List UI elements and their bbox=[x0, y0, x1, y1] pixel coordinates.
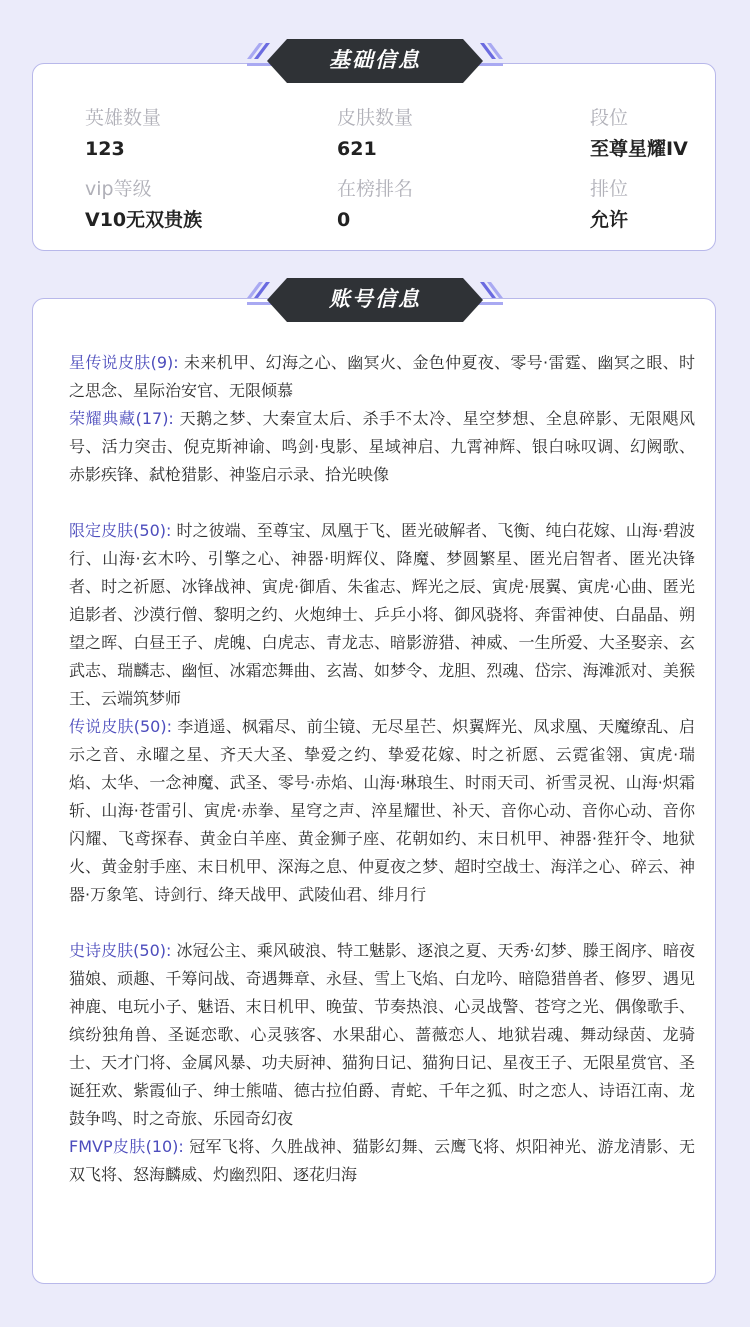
stat-label: 排位 bbox=[590, 178, 629, 200]
category-items: 时之彼端、至尊宝、凤凰于飞、匿光破解者、飞衡、纯白花嫁、山海·碧波行、山海·玄木吟、引擎之心、神器·明辉仪、降魔、梦圆繁星、匿光启智者、匿光决锋者、时之祈愿、冰锋战神、寅虎·御盾、朱雀志、辉光之辰、寅虎·展翼、寅虎·心曲、匿光追影者、沙漠行僧、黎明之约、火炮绅士、乒乒小将、御风骁将、奔雷神使、白晶晶、朔望之晖、白昼王子、虎魄、白虎志、青龙志、暗影游猎、神威、一生所爱、大圣娶亲、玄武志、瑞麟志、幽恒、冰霜恋舞曲、玄嵩、如梦令、龙胆、烈魂、岱宗、海滩派对、美猴王、云端筑梦师 bbox=[69, 521, 695, 708]
skin-category-star-legend bbox=[69, 349, 695, 405]
category-items: 未来机甲、幻海之心、幽冥火、金色仲夏夜、零号·雷霆、幽冥之眼、时之思念、星际治安官、无限倾慕 bbox=[69, 353, 695, 400]
stat-label: 皮肤数量 bbox=[337, 107, 414, 129]
skin-category-fmvp bbox=[69, 1133, 695, 1189]
category-title: FMVP皮肤(10): bbox=[69, 1137, 190, 1156]
skin-category-legend bbox=[69, 713, 695, 909]
stat-skin-count bbox=[337, 106, 413, 161]
category-title: 荣耀典藏(17): bbox=[69, 409, 180, 428]
spacer bbox=[69, 909, 695, 937]
skin-category-limited bbox=[69, 517, 695, 713]
stat-value: 621 bbox=[337, 138, 377, 160]
stat-rank-tier bbox=[590, 106, 688, 161]
category-title: 星传说皮肤(9): bbox=[69, 353, 185, 372]
stat-label: 段位 bbox=[590, 107, 629, 129]
stat-hero-count bbox=[85, 106, 161, 161]
category-items: 李逍遥、枫霜尽、前尘镜、无尽星芒、炽翼辉光、凤求凰、天魔缭乱、启示之音、永曜之星、齐天大圣、挚爱之约、挚爱花嫁、时之祈愿、云霓雀翎、寅虎·瑞焰、太华、一念神魔、武圣、零号·赤焰、山海·琳琅生、时雨天司、祈雪灵祝、山海·炽霜斩、山海·苍雷引、寅虎·赤拳、星穹之声、淬星耀世、补天、音你心动、音你心动、音你闪耀、飞鸢探春、黄金白羊座、黄金狮子座、花朝如约、末日机甲、神器·狴犴令、地狱火、黄金射手座、末日机甲、深海之息、仲夏夜之梦、超时空战士、海洋之心、碎云、神器·万象笔、诗剑行、绛天战甲、武陵仙君、绯月行 bbox=[69, 717, 695, 904]
account-info-title-banner bbox=[245, 276, 505, 324]
basic-info-title-banner bbox=[245, 37, 505, 85]
account-info-card bbox=[32, 298, 716, 1284]
category-items: 天鹅之梦、大秦宣太后、杀手不太冷、星空梦想、全息碎影、无限飓风号、活力突击、倪克斯神谕、鸣剑·曳影、星域神启、九霄神辉、银白咏叹调、幻阙歌、赤影疾锋、弑枪猎影、神鉴启示录、拾光映像 bbox=[69, 409, 695, 484]
category-items: 冰冠公主、乘风破浪、特工魅影、逐浪之夏、天秀·幻梦、滕王阁序、暗夜猫娘、顽趣、千筹问战、奇遇舞章、永昼、雪上飞焰、白龙吟、暗隐猎兽者、修罗、遇见神鹿、电玩小子、魅语、末日机甲、晚萤、节奏热浪、心灵战警、苍穹之光、偶像歌手、缤纷独角兽、圣诞恋歌、心灵骇客、水果甜心、蔷薇恋人、地狱岩魂、舞动绿茵、龙骑士、天才门将、金属风暴、功夫厨神、猫狗日记、猫狗日记、星夜王子、无限星赏官、圣诞狂欢、紫霞仙子、绅士熊喵、德古拉伯爵、青蛇、千年之狐、时之恋人、诗语江南、龙鼓争鸣、时之奇旅、乐园奇幻夜 bbox=[69, 941, 695, 1128]
skin-list bbox=[69, 349, 695, 1189]
stat-leaderboard-rank bbox=[337, 177, 413, 232]
skin-category-glory-collection bbox=[69, 405, 695, 489]
spacer bbox=[69, 489, 695, 517]
stat-ranked-allowed bbox=[590, 177, 628, 232]
category-title: 史诗皮肤(50): bbox=[69, 941, 177, 960]
basic-info-card bbox=[32, 63, 716, 251]
stat-value: 至尊星耀IV bbox=[590, 138, 688, 160]
account-info-title: 账号信息 bbox=[329, 287, 421, 311]
stat-label: 在榜排名 bbox=[337, 178, 414, 200]
stat-value: V10无双贵族 bbox=[85, 209, 203, 231]
category-title: 传说皮肤(50): bbox=[69, 717, 178, 736]
stat-value: 123 bbox=[85, 138, 125, 160]
category-items: 冠军飞将、久胜战神、猫影幻舞、云鹰飞将、炽阳神光、游龙清影、无双飞将、怒海麟威、灼幽烈阳、逐花归海 bbox=[69, 1137, 695, 1184]
category-title: 限定皮肤(50): bbox=[69, 521, 177, 540]
stat-label: 英雄数量 bbox=[85, 107, 162, 129]
stat-vip-level bbox=[85, 177, 202, 232]
stat-value: 0 bbox=[337, 209, 351, 231]
basic-info-title: 基础信息 bbox=[329, 48, 421, 72]
stat-value: 允许 bbox=[590, 209, 629, 231]
skin-category-epic bbox=[69, 937, 695, 1133]
stat-label: vip等级 bbox=[85, 178, 152, 200]
